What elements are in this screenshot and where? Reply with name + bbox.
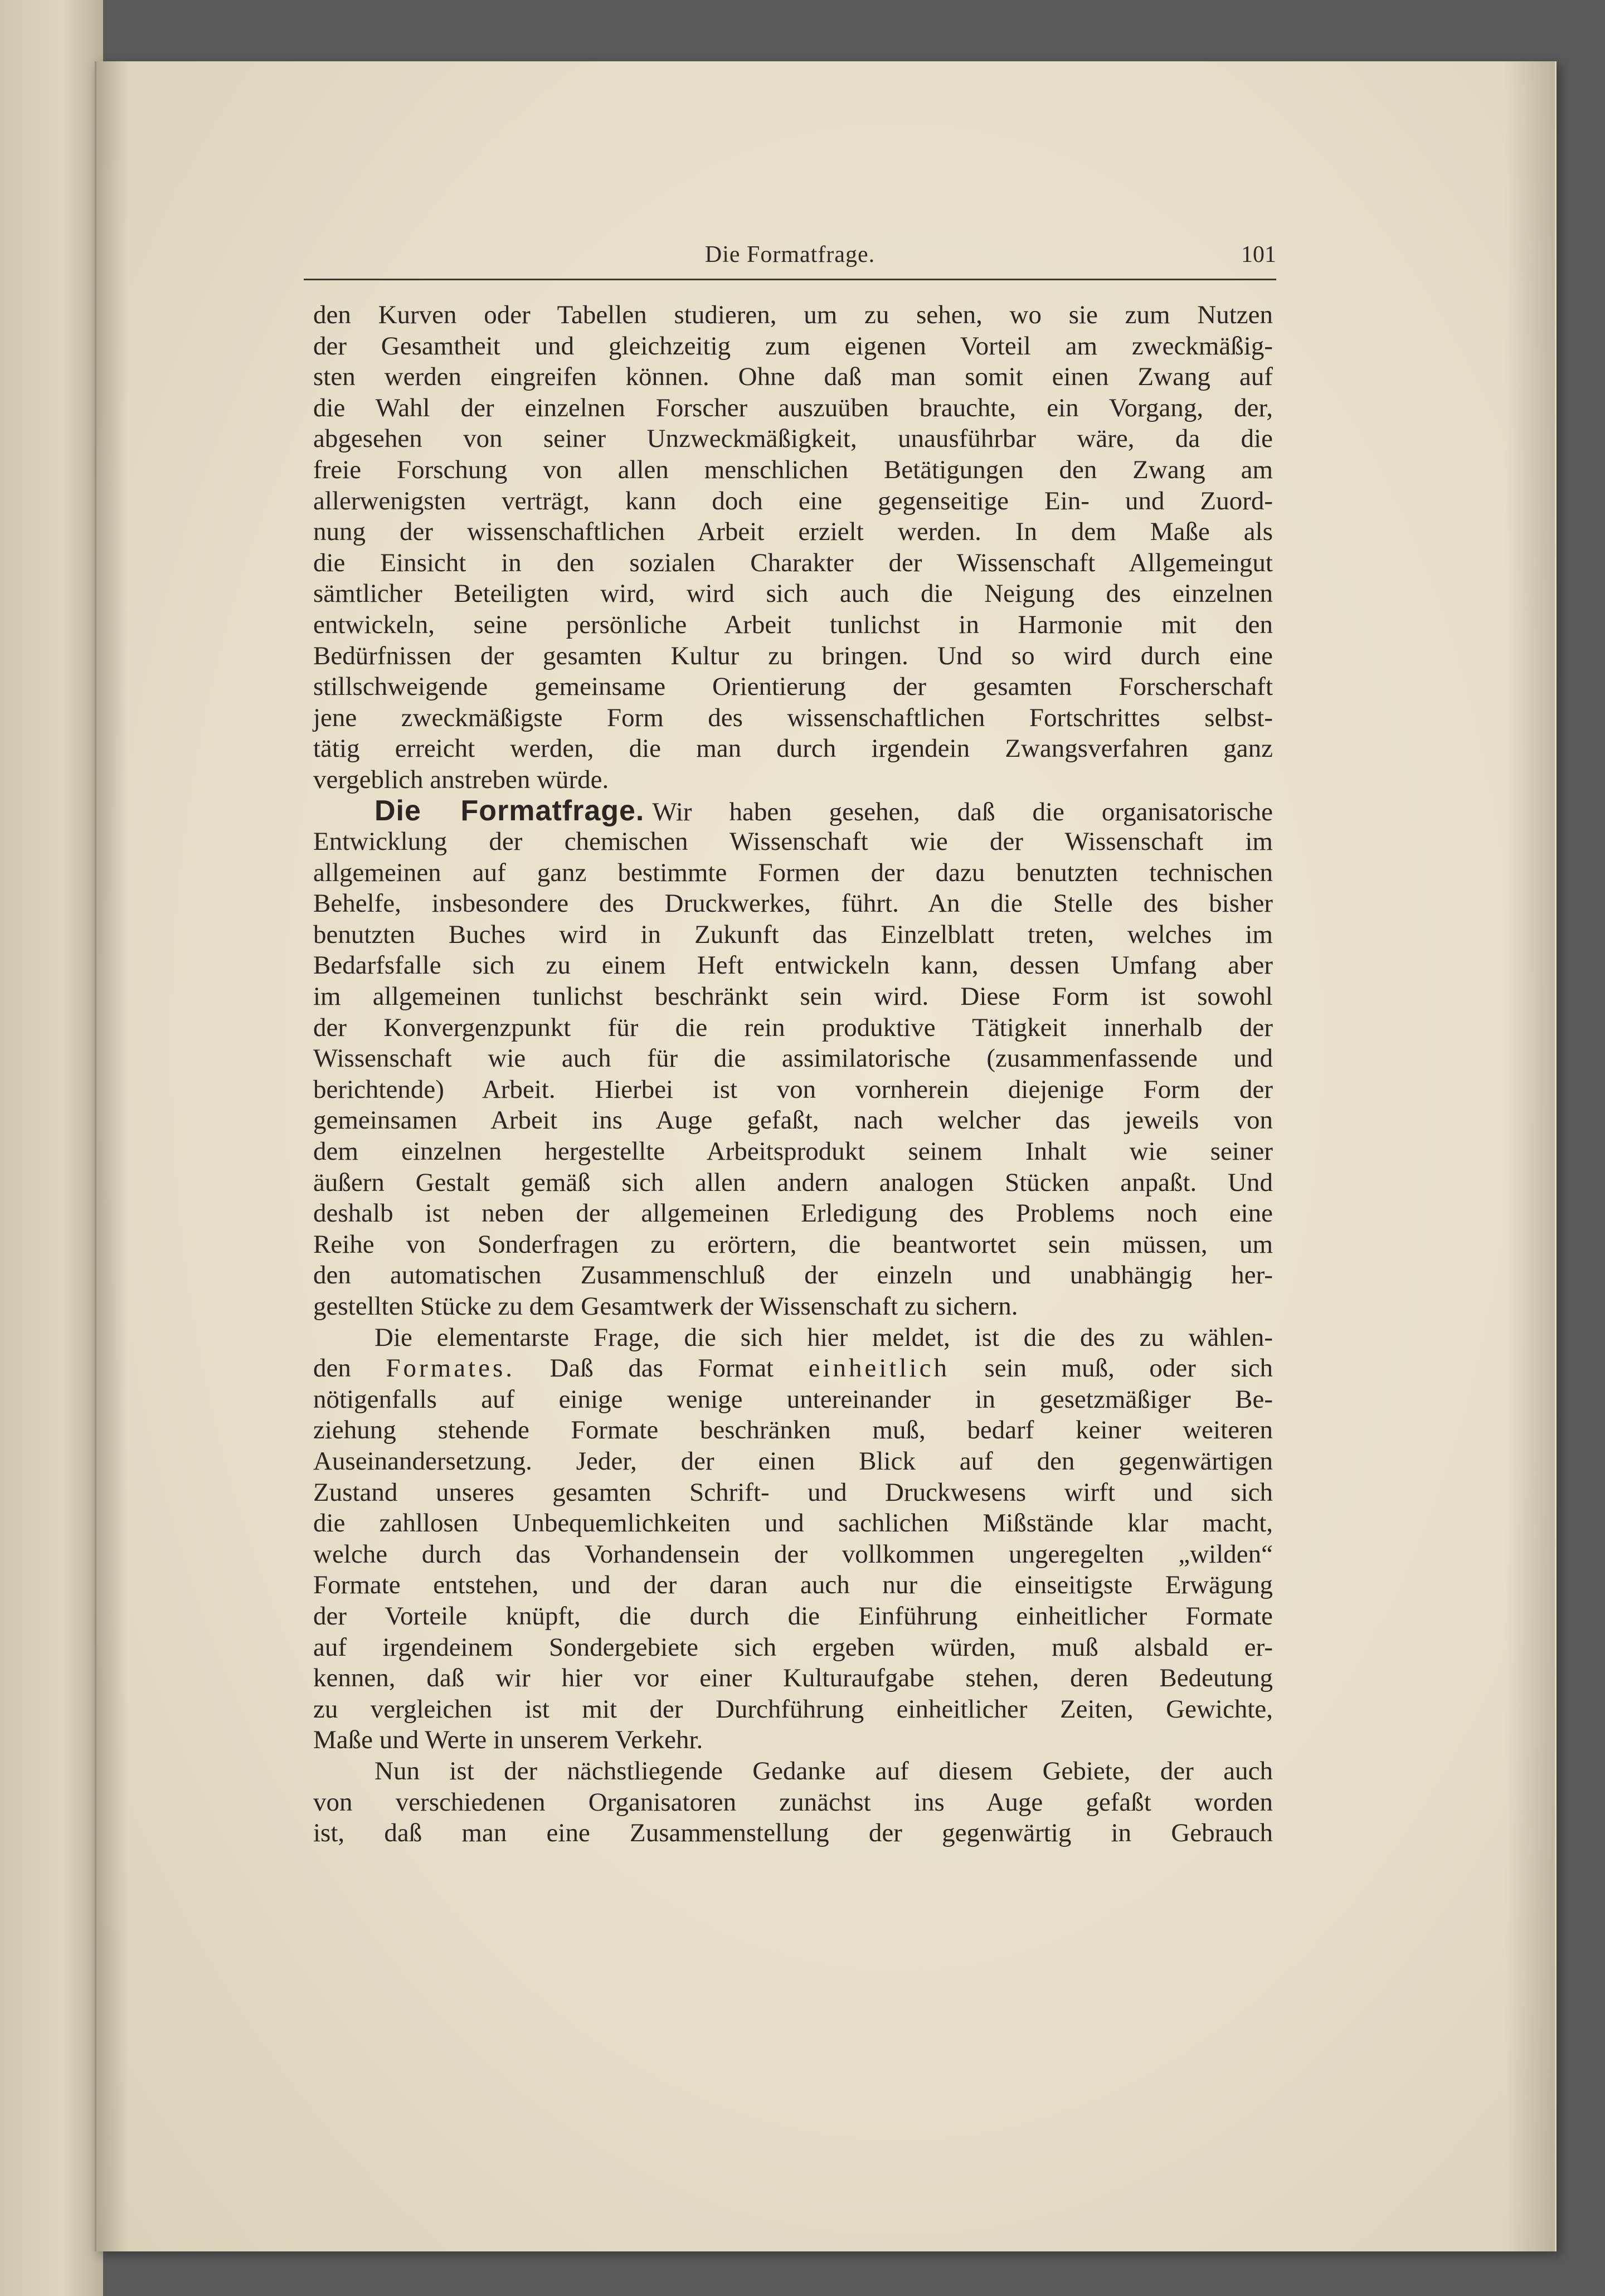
text-line: allgemeinen auf ganz bestimmte Formen der dazu benutzten technischen [313, 858, 1273, 887]
previous-page-edge [0, 0, 103, 2296]
text-line: den automatischen Zusammenschluß der einzeln und unabhängig her- [313, 1261, 1273, 1290]
text-line: sämtlicher Beteiligten wird, wird sich auch die Neigung des einzelnen [313, 579, 1273, 609]
text-line: Nun ist der nächstliegende Gedanke auf diesem Gebiete, der auch [374, 1756, 1273, 1786]
text-line: deshalb ist neben der allgemeinen Erledigung des Problems noch eine [313, 1199, 1273, 1228]
paragraph-4 [313, 1756, 1273, 1849]
text-line: Wissenschaft wie auch für die assimilatorische (zusammenfassende und [313, 1044, 1273, 1073]
running-header [304, 237, 1276, 281]
text-fragment: sein muß, oder sich [984, 1354, 1273, 1383]
section-heading: Die Formatfrage. [374, 794, 645, 827]
text-line: den Kurven oder Tabellen studieren, um zu sehen, wo sie zum Nutzen [313, 300, 1273, 329]
text-line: welche durch das Vorhandensein der vollkommen ungeregelten „wilden“ [313, 1539, 1273, 1569]
paragraph-1 [313, 300, 1273, 796]
text-line: Die elementarste Frage, die sich hier meldet, ist die des zu wählen- [374, 1322, 1273, 1352]
page-number: 101 [1241, 242, 1276, 267]
text-line: gemeinsamen Arbeit ins Auge gefaßt, nach welcher das jeweils von [313, 1106, 1273, 1135]
paragraph-3 [313, 1322, 1273, 1756]
paragraph-2 [313, 796, 1273, 1322]
text-line: auf irgendeinem Sondergebiete sich ergeben würden, muß alsbald er- [313, 1632, 1273, 1662]
text-line: Bedarfsfalle sich zu einem Heft entwickeln kann, dessen Umfang aber [313, 951, 1273, 980]
text-line: die Einsicht in den sozialen Charakter der Wissenschaft Allgemeingut [313, 548, 1273, 577]
text-line: zu vergleichen ist mit der Durchführung einheitlicher Zeiten, Gewichte, [313, 1694, 1273, 1724]
text-line: der Konvergenzpunkt für die rein produktive Tätigkeit innerhalb der [313, 1013, 1273, 1042]
text-line: tätig erreicht werden, die man durch irgendein Zwangsverfahren ganz [313, 734, 1273, 763]
text-line: vergeblich anstreben würde. [313, 765, 609, 794]
text-line: Maße und Werte in unserem Verkehr. [313, 1725, 703, 1755]
text-line: Formate entstehen, und der daran auch nur die einseitigste Erwägung [313, 1570, 1273, 1600]
text-line: benutzten Buches wird in Zukunft das Einzelblatt treten, welches im [313, 920, 1273, 949]
text-line: Entwicklung der chemischen Wissenschaft wie der Wissenschaft im [313, 827, 1273, 857]
text-line: Behelfe, insbesondere des Druckwerkes, führt. An die Stelle des bisher [313, 889, 1273, 918]
text-line-spaced [313, 1353, 1273, 1384]
body-text [313, 300, 1273, 1849]
text-line: Zustand unseres gesamten Schrift- und Druckwesens wirft und sich [313, 1477, 1273, 1507]
page-edge-shadow [1505, 61, 1555, 2251]
text-line: äußern Gestalt gemäß sich allen andern analogen Stücken anpaßt. Und [313, 1168, 1273, 1197]
text-line: Reihe von Sonderfragen zu erörtern, die beantwortet sein müssen, um [313, 1229, 1273, 1259]
header-rule [304, 279, 1276, 280]
text-line: jene zweckmäßigste Form des wissenschaftlichen Fortschrittes selbst- [313, 703, 1273, 732]
text-line: sten werden eingreifen können. Ohne daß man somit einen Zwang auf [313, 362, 1273, 392]
text-line: abgesehen von seiner Unzweckmäßigkeit, unausführbar wäre, da die [313, 424, 1273, 454]
text-line: der Vorteile knüpft, die durch die Einführung einheitlicher Formate [313, 1601, 1273, 1631]
text-fragment: Daß das Format [549, 1354, 774, 1383]
text-line: von verschiedenen Organisatoren zunächst ins Auge gefaßt worden [313, 1787, 1273, 1817]
emphasized-word: Formates. [386, 1354, 515, 1383]
text-line: Auseinandersetzung. Jeder, der einen Blick auf den gegenwärtigen [313, 1446, 1273, 1476]
page-gutter-shadow [95, 61, 128, 2251]
running-title: Die Formatfrage. [704, 242, 876, 267]
text-fragment: den [313, 1354, 351, 1383]
text-line: stillschweigende gemeinsame Orientierung der gesamten Forscherschaft [313, 672, 1273, 702]
emphasized-word: einheitlich [808, 1354, 950, 1383]
text-line: nötigenfalls auf einige wenige untereinander in gesetzmäßiger Be- [313, 1384, 1273, 1414]
text-line: gestellten Stücke zu dem Gesamtwerk der Wissenschaft zu sichern. [313, 1292, 1018, 1321]
text-line: kennen, daß wir hier vor einer Kulturaufgabe stehen, deren Bedeutung [313, 1663, 1273, 1693]
section-first-line-text: Wir haben gesehen, daß die organisatorische [652, 797, 1273, 826]
text-line: Bedürfnissen der gesamten Kultur zu bringen. Und so wird durch eine [313, 641, 1273, 670]
text-line: ist, daß man eine Zusammenstellung der gegenwärtig in Gebrauch [313, 1818, 1273, 1848]
section-first-line [313, 796, 1273, 827]
text-line: freie Forschung von allen menschlichen Betätigungen den Zwang am [313, 455, 1273, 484]
text-line: entwickeln, seine persönliche Arbeit tunlichst in Harmonie mit den [313, 610, 1273, 639]
text-line: dem einzelnen hergestellte Arbeitsprodukt seinem Inhalt wie seiner [313, 1137, 1273, 1166]
text-line: allerwenigsten verträgt, kann doch eine gegenseitige Ein- und Zuord- [313, 486, 1273, 515]
text-line: die zahllosen Unbequemlichkeiten und sachlichen Mißstände klar macht, [313, 1509, 1273, 1538]
text-line: im allgemeinen tunlichst beschränkt sein wird. Diese Form ist sowohl [313, 982, 1273, 1011]
text-line: der Gesamtheit und gleichzeitig zum eigenen Vorteil am zweckmäßig- [313, 331, 1273, 361]
text-line: berichtende) Arbeit. Hierbei ist von vornherein diejenige Form der [313, 1074, 1273, 1104]
text-line: die Wahl der einzelnen Forscher auszuüben brauchte, ein Vorgang, der, [313, 393, 1273, 422]
text-line: nung der wissenschaftlichen Arbeit erzielt werden. In dem Maße als [313, 517, 1273, 547]
text-line: ziehung stehende Formate beschränken muß, bedarf keiner weiteren [313, 1415, 1273, 1445]
